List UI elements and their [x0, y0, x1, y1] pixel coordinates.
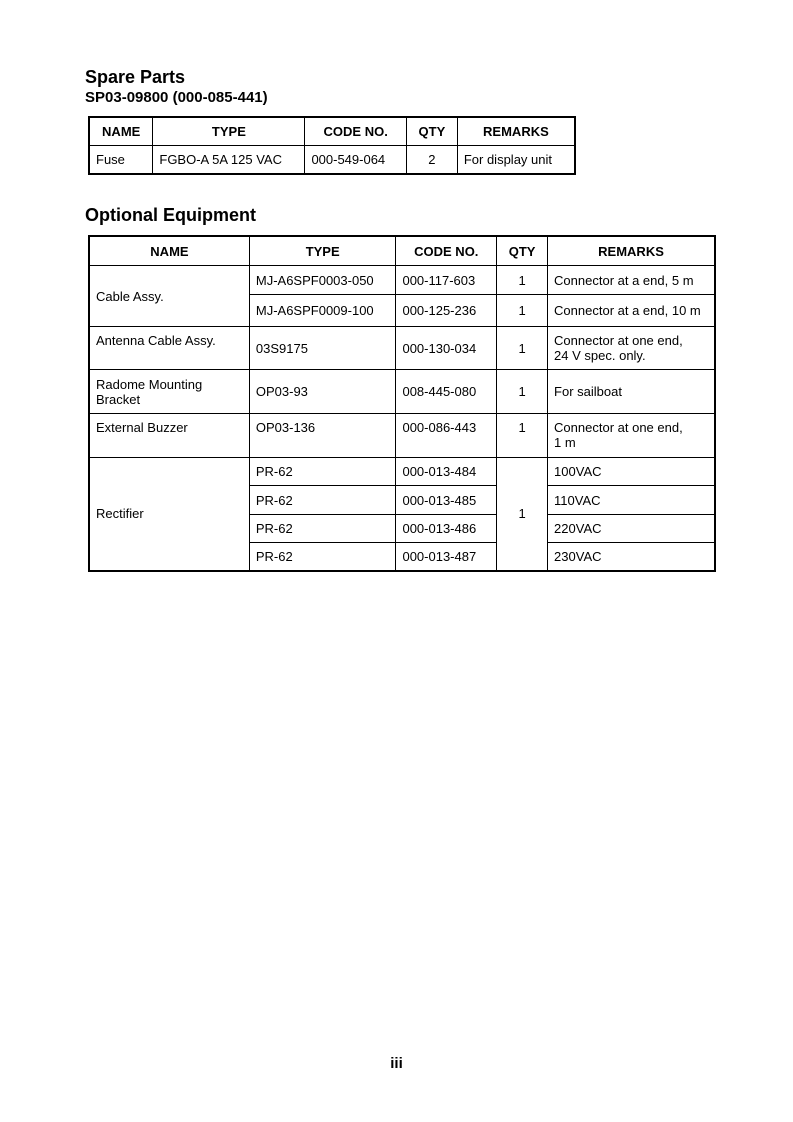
name-line: Radome Mounting: [96, 376, 203, 392]
header-type: TYPE: [249, 236, 396, 266]
table-row: [89, 266, 715, 295]
cell-code: 000-549-064: [305, 146, 407, 175]
cell-type: PR-62: [249, 543, 396, 571]
cell-code: 000-117-603: [396, 266, 497, 295]
header-remarks: REMARKS: [548, 236, 715, 266]
cell-type: FGBO-A 5A 125 VAC: [153, 146, 305, 175]
cell-remarks: 230VAC: [548, 543, 715, 571]
remarks-line: Connector at one end,: [554, 420, 683, 435]
table-row: [89, 146, 575, 175]
header-name: NAME: [89, 236, 249, 266]
cell-remarks: Connector at a end, 10 m: [548, 295, 715, 327]
cell-remarks: Connector at a end, 5 m: [548, 266, 715, 295]
cell-remarks: For display unit: [457, 146, 575, 175]
spare-parts-subtitle: SP03-09800 (000-085-441): [85, 89, 268, 106]
cell-qty: 1: [497, 370, 548, 414]
cell-code: 000-125-236: [396, 295, 497, 327]
cell-type: PR-62: [249, 458, 396, 486]
cell-type: MJ-A6SPF0009-100: [249, 295, 396, 327]
cell-remarks: 220VAC: [548, 515, 715, 543]
header-qty: QTY: [497, 236, 548, 266]
table-row: [89, 458, 715, 486]
cell-name: [89, 370, 249, 414]
cell-type: PR-62: [249, 515, 396, 543]
optional-equipment-table: [88, 235, 716, 572]
page-number: iii: [390, 1055, 403, 1072]
cell-name: Fuse: [89, 146, 153, 175]
cell-qty: 1: [497, 458, 548, 571]
cell-qty: 2: [406, 146, 457, 175]
header-name: NAME: [89, 117, 153, 146]
table-row: [89, 327, 715, 370]
cell-type: MJ-A6SPF0003-050: [249, 266, 396, 295]
cell-code: 008-445-080: [396, 370, 497, 414]
cell-code: 000-086-443: [396, 414, 497, 458]
header-code: CODE NO.: [396, 236, 497, 266]
header-code: CODE NO.: [305, 117, 407, 146]
cell-type: OP03-136: [249, 414, 396, 458]
spare-parts-table: [88, 116, 576, 175]
cell-code: 000-013-487: [396, 543, 497, 571]
cell-type: PR-62: [249, 486, 396, 515]
cell-name: Cable Assy.: [89, 266, 249, 327]
cell-name: External Buzzer: [89, 414, 249, 458]
cell-qty: 1: [497, 327, 548, 370]
cell-qty: 1: [497, 414, 548, 458]
cell-code: 000-013-484: [396, 458, 497, 486]
table-header-row: [89, 117, 575, 146]
header-type: TYPE: [153, 117, 305, 146]
table-row: [89, 370, 715, 414]
cell-code: 000-130-034: [396, 327, 497, 370]
cell-name: Antenna Cable Assy.: [89, 327, 249, 370]
remarks-line: 1 m: [554, 435, 576, 450]
cell-remarks: [548, 327, 715, 370]
cell-qty: 1: [497, 295, 548, 327]
header-qty: QTY: [406, 117, 457, 146]
table-header-row: [89, 236, 715, 266]
cell-remarks: For sailboat: [548, 370, 715, 414]
optional-equipment-title: Optional Equipment: [85, 205, 256, 225]
table-row: [89, 414, 715, 458]
cell-code: 000-013-486: [396, 515, 497, 543]
cell-code: 000-013-485: [396, 486, 497, 515]
spare-parts-title: Spare Parts: [85, 67, 186, 87]
cell-remarks: 110VAC: [548, 486, 715, 515]
cell-name: Rectifier: [89, 458, 249, 571]
name-line: Bracket: [96, 391, 141, 407]
remarks-line: Connector at one end,: [554, 333, 683, 348]
cell-type: 03S9175: [249, 327, 396, 370]
cell-remarks: 100VAC: [548, 458, 715, 486]
remarks-line: 24 V spec. only.: [554, 348, 646, 363]
cell-qty: 1: [497, 266, 548, 295]
cell-type: OP03-93: [249, 370, 396, 414]
cell-remarks: [548, 414, 715, 458]
header-remarks: REMARKS: [457, 117, 575, 146]
